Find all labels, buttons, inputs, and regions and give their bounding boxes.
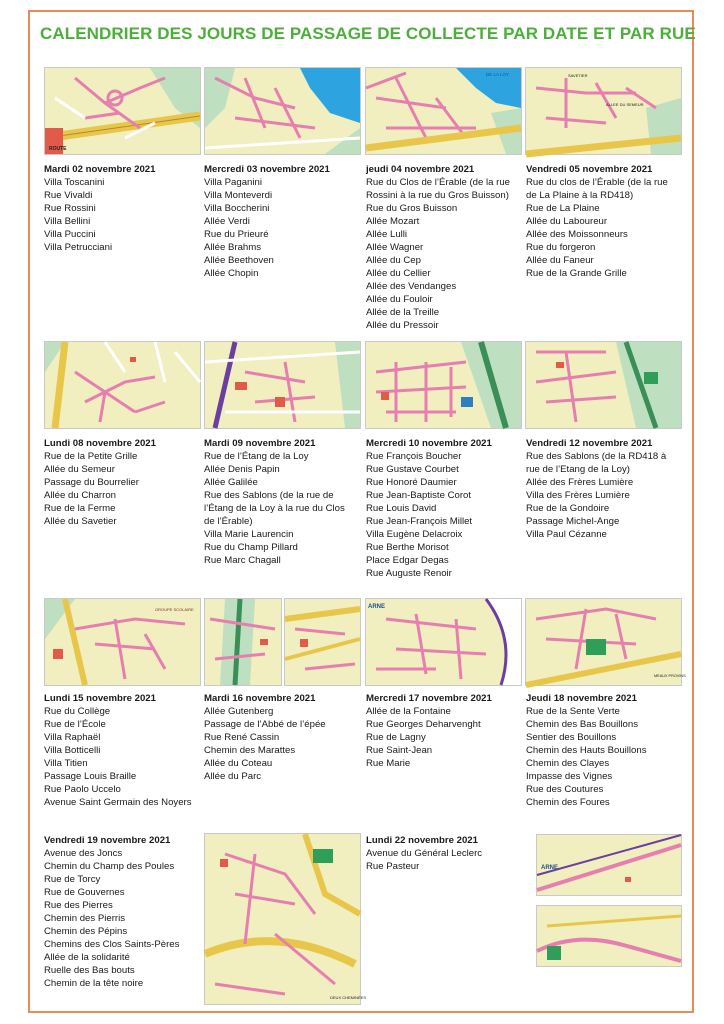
street-name: Rue Jean-Baptiste Corot: [366, 490, 472, 501]
collection-date: Lundi 22 novembre 2021: [366, 835, 478, 846]
street-name: Rue de La Plaine: [526, 203, 600, 214]
street-name: Villa des Frères Lumière: [526, 490, 630, 501]
collection-date: Mercredi 10 novembre 2021: [366, 438, 492, 449]
map-02-novembre: [44, 67, 201, 155]
map-05-novembre: [525, 67, 682, 155]
street-name: Villa Marie Laurencin: [204, 529, 294, 540]
collection-date: Vendredi 12 novembre 2021: [526, 438, 653, 449]
street-name: Allée du Coteau: [204, 758, 273, 769]
street-name: Allée Beethoven: [204, 255, 274, 266]
map-04-novembre: [365, 67, 522, 155]
map-12-novembre: [525, 341, 682, 429]
collection-date: Vendredi 19 novembre 2021: [44, 835, 171, 846]
street-name: Allée Chopin: [204, 268, 259, 279]
collection-block: [526, 437, 686, 541]
street-name: Rue des Pierres: [44, 900, 113, 911]
street-name: Allée Lulli: [366, 229, 408, 240]
street-name: Place Edgar Degas: [366, 555, 449, 566]
map-08-novembre: [44, 341, 201, 429]
street-name: Allée Brahms: [204, 242, 262, 253]
street-name: Villa Eugène Delacroix: [366, 529, 463, 540]
street-name: Allée des Moissonneurs: [526, 229, 628, 240]
street-name: Chemins des Clos Saints-Pères: [44, 939, 180, 950]
street-name: Rue de Gouvernes: [44, 887, 125, 898]
street-name: Rue du Champ Pillard: [204, 542, 298, 553]
street-name: Ruelle des Bas bouts: [44, 965, 135, 976]
collection-block: [204, 437, 362, 567]
street-name: Rue de la Petite Grille: [44, 451, 138, 462]
street-name: Rue René Cassin: [204, 732, 280, 743]
collection-date: Mardi 09 novembre 2021: [204, 438, 316, 449]
map-label-arne: ARNE: [368, 604, 386, 610]
street-name: Rue Vivaldi: [44, 190, 93, 201]
street-name: Allée Mozart: [366, 216, 420, 227]
street-name: Rue Georges Deharvenght: [366, 719, 481, 730]
street-name: Rue de la Grande Grille: [526, 268, 627, 279]
map-label-deux-cheminees: DEUX CHEMINÉES: [330, 995, 367, 1000]
street-name: Allée Wagner: [366, 242, 424, 253]
street-name: Villa Petrucciani: [44, 242, 113, 253]
street-name: Allée du Parc: [204, 771, 262, 782]
street-name: Rue de Torcy: [44, 874, 101, 885]
street-name: Allée du Laboureur: [526, 216, 608, 227]
street-name: Villa Raphaël: [44, 732, 101, 743]
street-name: Allée Denis Papin: [204, 464, 280, 475]
street-name: Rue du forgeron: [526, 242, 596, 253]
street-name: Rue de la Gondoire: [526, 503, 610, 514]
street-name: Chemin des Foures: [526, 797, 610, 808]
street-name: Rue de la Ferme: [44, 503, 116, 514]
street-name: Villa Puccini: [44, 229, 96, 240]
street-name: l’Étang de la Loy à la rue du Clos: [204, 503, 345, 514]
street-name: Villa Botticelli: [44, 745, 101, 756]
street-name: Allée Gutenberg: [204, 706, 274, 717]
street-name: Passage Michel-Ange: [526, 516, 620, 527]
street-name: Rue des Sablons (de la RD418 à: [526, 451, 667, 462]
street-name: Chemin des Hauts Bouillons: [526, 745, 647, 756]
street-name: Rue du Collège: [44, 706, 111, 717]
street-name: Impasse des Vignes: [526, 771, 613, 782]
collection-block: [366, 692, 524, 770]
street-name: Chemin des Pépins: [44, 926, 128, 937]
collection-block: [366, 834, 524, 873]
street-name: Rue Jean-François Millet: [366, 516, 473, 527]
street-name: Allée du Fouloir: [366, 294, 433, 305]
page-title: CALENDRIER DES JOURS DE PASSAGE DE COLLECTE PAR DATE ET PAR RUE: [40, 24, 696, 43]
collection-date: Mercredi 17 novembre 2021: [366, 693, 492, 704]
street-name: Rue Gustave Courbet: [366, 464, 459, 475]
street-name: Chemin des Pierris: [44, 913, 126, 924]
street-name: Rue de l’École: [44, 719, 106, 730]
street-name: Rue Pasteur: [366, 861, 420, 872]
map-label-scolaire: GROUPE SCOLAIRE: [155, 607, 194, 612]
collection-date: Vendredi 05 novembre 2021: [526, 164, 653, 175]
map-18-novembre: [525, 598, 686, 686]
street-name: Rue des Sablons (de la rue de: [204, 490, 334, 501]
street-name: de La Plaine à la RD418): [526, 190, 634, 201]
street-name: Rue du Prieuré: [204, 229, 269, 240]
street-name: Allée du Faneur: [526, 255, 594, 266]
map-16-novembre-a: [204, 598, 282, 686]
street-name: Rossini à la rue du Gros Buisson): [366, 190, 509, 201]
street-name: Rue Paolo Uccelo: [44, 784, 121, 795]
street-name: Chemin des Clayes: [526, 758, 610, 769]
street-name: Rue Louis David: [366, 503, 437, 514]
street-name: Allée du Cep: [366, 255, 421, 266]
street-name: Rue de l’Étang de la Loy: [204, 451, 309, 462]
street-name: Villa Bellini: [44, 216, 91, 227]
street-name: Chemin de la tête noire: [44, 978, 144, 989]
map-22-novembre-b: [536, 905, 682, 967]
street-name: Allée du Semeur: [44, 464, 115, 475]
collection-block: [526, 692, 686, 809]
collection-block: [44, 163, 202, 254]
street-name: Rue du clos de l’Érable (de la rue: [526, 177, 668, 188]
collection-block: [44, 834, 202, 990]
map-16-novembre-b: [284, 598, 361, 686]
collection-block: [366, 437, 524, 580]
street-name: Rue Marie: [366, 758, 411, 769]
street-name: de l’Érable): [204, 516, 253, 527]
map-label-arne-2: ARNE: [541, 865, 559, 871]
collection-date: Mardi 16 novembre 2021: [204, 693, 316, 704]
street-name: Avenue du Général Leclerc: [366, 848, 483, 859]
street-name: Avenue Saint Germain des Noyers: [44, 797, 192, 808]
street-name: Allée de la Treille: [366, 307, 440, 318]
collection-date: Jeudi 18 novembre 2021: [526, 693, 637, 704]
street-name: Passage du Bourrelier: [44, 477, 139, 488]
street-name: Rue Honoré Daumier: [366, 477, 457, 488]
street-name: rue de l’Etang de la Loy): [526, 464, 630, 475]
street-name: Allée de la Fontaine: [366, 706, 451, 717]
collection-date: jeudi 04 novembre 2021: [366, 164, 475, 175]
collection-block: [204, 692, 362, 783]
collection-date: Mercredi 03 novembre 2021: [204, 164, 330, 175]
street-name: Passage de l’Abbé de l’épée: [204, 719, 326, 730]
map-label-meaux: MEAUX PROVINS: [654, 674, 686, 678]
collection-block: [366, 163, 524, 332]
map-label-de-la-loy: DE LA LOY: [486, 72, 510, 77]
street-name: Rue des Coutures: [526, 784, 604, 795]
street-name: Allée du Cellier: [366, 268, 431, 279]
map-03-novembre: [204, 67, 361, 155]
street-name: Avenue des Joncs: [44, 848, 123, 859]
collection-block: [44, 437, 202, 528]
map-label-semeur: ALLEE DU SEMEUR: [606, 102, 644, 107]
street-name: Villa Monteverdi: [204, 190, 273, 201]
street-name: Allée des Vendanges: [366, 281, 457, 292]
street-name: Villa Paganini: [204, 177, 262, 188]
street-name: Rue du Gros Buisson: [366, 203, 458, 214]
street-name: Rue Saint-Jean: [366, 745, 433, 756]
street-name: Sentier des Bouillons: [526, 732, 617, 743]
street-name: Allée du Pressoir: [366, 320, 439, 331]
map-10-novembre: [365, 341, 522, 429]
collection-block: [44, 692, 202, 809]
map-label-savetier: SAVETIER: [568, 73, 588, 78]
street-name: Chemin des Bas Bouillons: [526, 719, 638, 730]
street-name: Allée du Savetier: [44, 516, 117, 527]
map-09-novembre: [204, 341, 361, 429]
street-name: Allée Galilée: [204, 477, 258, 488]
street-name: Rue Auguste Renoir: [366, 568, 452, 579]
street-name: Rue de Lagny: [366, 732, 426, 743]
street-name: Rue Berthe Morisot: [366, 542, 449, 553]
street-name: Rue François Boucher: [366, 451, 462, 462]
street-name: Rue du Clos de l’Érable (de la rue: [366, 177, 510, 188]
map-15-novembre: [44, 598, 201, 686]
collection-date: Lundi 15 novembre 2021: [44, 693, 156, 704]
collection-block: [526, 163, 686, 280]
street-name: Allée Verdi: [204, 216, 250, 227]
map-22-novembre-a: [536, 834, 682, 896]
street-name: Villa Boccherini: [204, 203, 270, 214]
collection-date: Lundi 08 novembre 2021: [44, 438, 156, 449]
street-name: Rue Marc Chagall: [204, 555, 281, 566]
collection-date: Mardi 02 novembre 2021: [44, 164, 156, 175]
map-label-route: ROUTE: [49, 146, 67, 152]
street-name: Allée des Frères Lumière: [526, 477, 634, 488]
street-name: Chemin des Marattes: [204, 745, 296, 756]
street-name: Allée du Charron: [44, 490, 116, 501]
street-name: Passage Louis Braille: [44, 771, 137, 782]
map-19-novembre: [204, 833, 367, 1005]
map-17-novembre: [365, 598, 522, 686]
street-name: Allée de la solidarité: [44, 952, 130, 963]
street-name: Villa Paul Cézanne: [526, 529, 607, 540]
street-name: Rue de la Sente Verte: [526, 706, 620, 717]
street-name: Chemin du Champ des Poules: [44, 861, 175, 872]
collection-block: [204, 163, 362, 280]
street-name: Villa Titien: [44, 758, 88, 769]
street-name: Villa Toscanini: [44, 177, 105, 188]
street-name: Rue Rossini: [44, 203, 96, 214]
